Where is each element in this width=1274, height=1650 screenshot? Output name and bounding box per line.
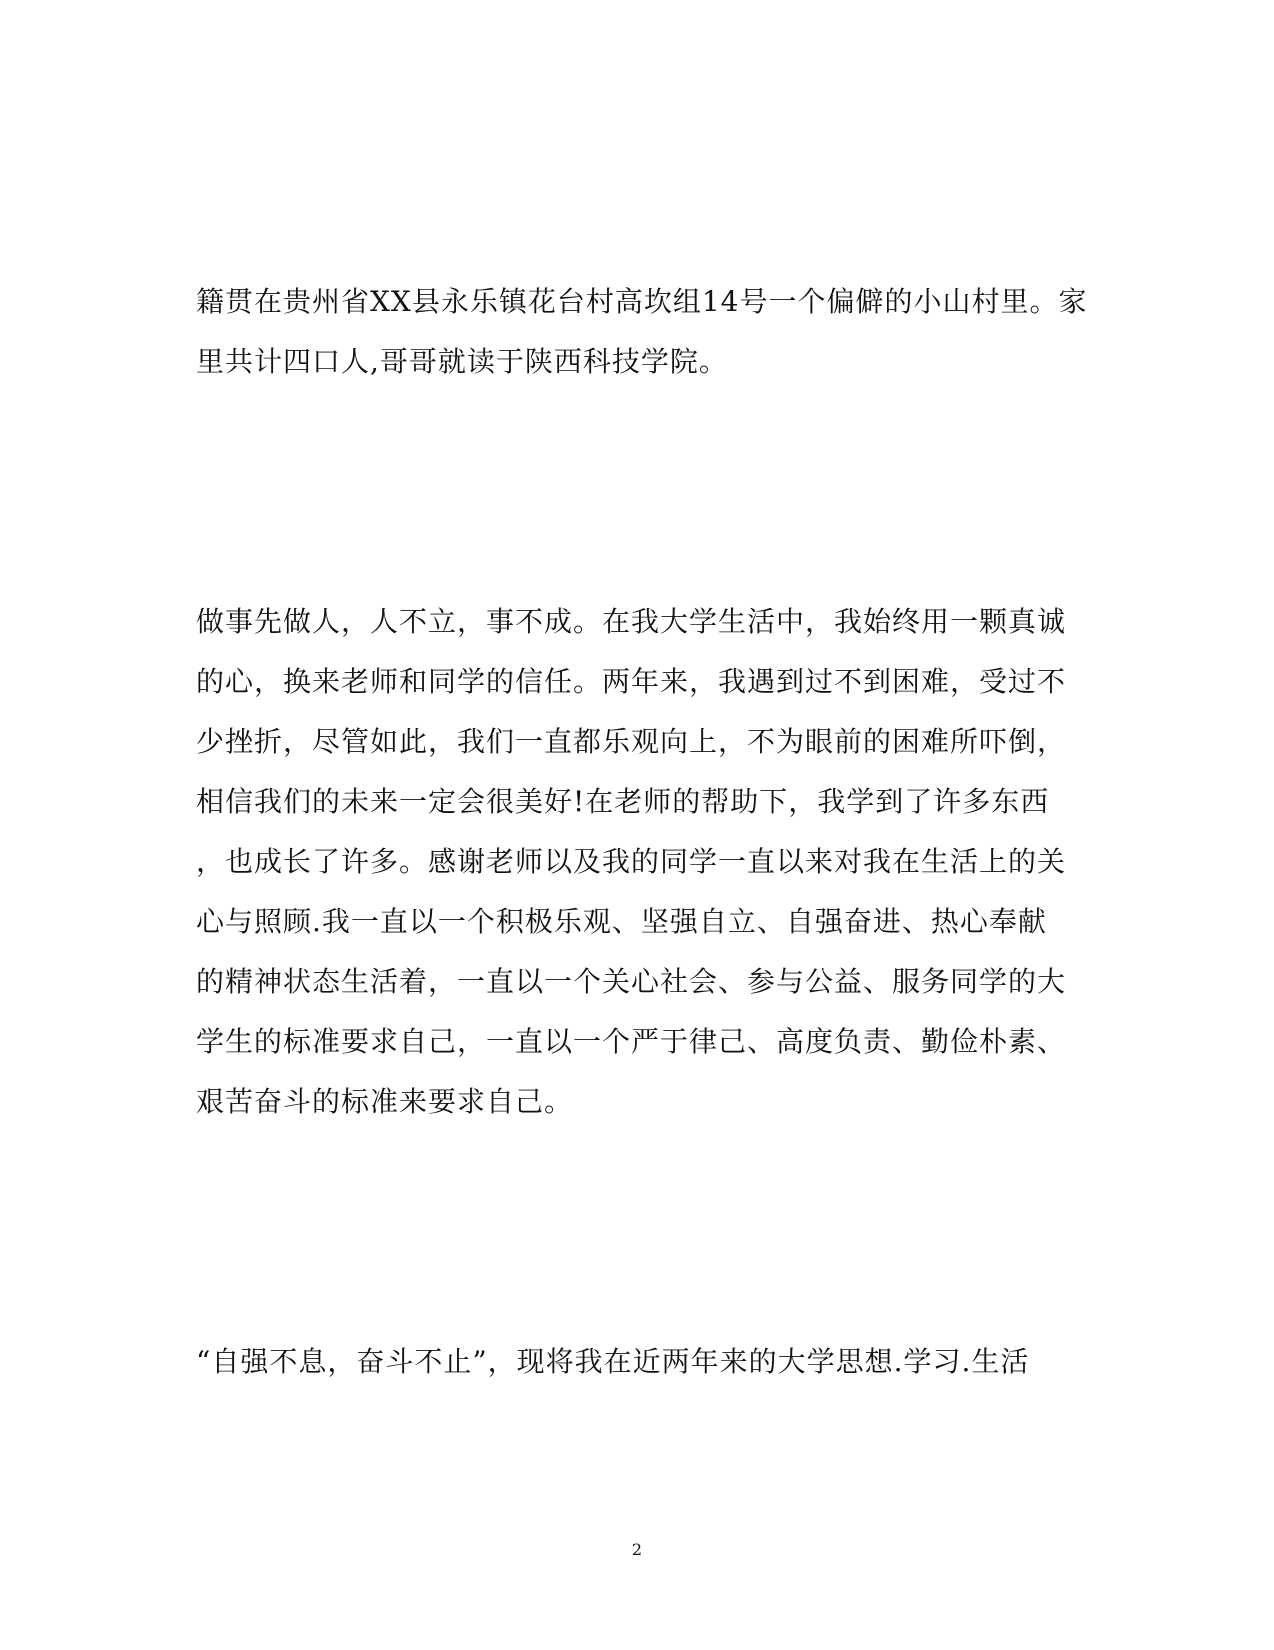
paragraph-3-line-1: “自强不息，奋斗不止”，现将我在近两年来的大学思想.学习.生活: [196, 1345, 1030, 1378]
paragraph-2-line-7: 的精神状态生活着，一直以一个关心社会、参与公益、服务同学的大: [196, 965, 1067, 998]
paragraph-2-line-4: 相信我们的未来一定会很美好!在老师的帮助下，我学到了许多东西: [196, 785, 1050, 818]
paragraph-2-line-3: 少挫折，尽管如此，我们一直都乐观向上，不为眼前的困难所吓倒，: [196, 725, 1067, 758]
paragraph-2-line-1: 做事先做人，人不立，事不成。在我大学生活中，我始终用一颗真诚: [196, 605, 1067, 638]
paragraph-1-line-2: 里共计四口人,哥哥就读于陕西科技学院。: [196, 345, 728, 378]
paragraph-2-line-9: 艰苦奋斗的标准来要求自己。: [196, 1085, 574, 1118]
paragraph-2-line-8: 学生的标准要求自己，一直以一个严于律己、高度负责、勤俭朴素、: [196, 1025, 1067, 1058]
paragraph-2-line-5: ，也成长了许多。感谢老师以及我的同学一直以来对我在生活上的关: [196, 845, 1067, 878]
paragraph-1-line-1: 籍贯在贵州省XX县永乐镇花台村高坎组14号一个偏僻的小山村里。家: [196, 285, 1088, 318]
page-number: 2: [631, 1540, 643, 1559]
paragraph-2-line-6: 心与照顾.我一直以一个积极乐观、坚强自立、自强奋进、热心奉献: [196, 905, 1047, 938]
paragraph-2-line-2: 的心，换来老师和同学的信任。两年来，我遇到过不到困难，受过不: [196, 665, 1067, 698]
